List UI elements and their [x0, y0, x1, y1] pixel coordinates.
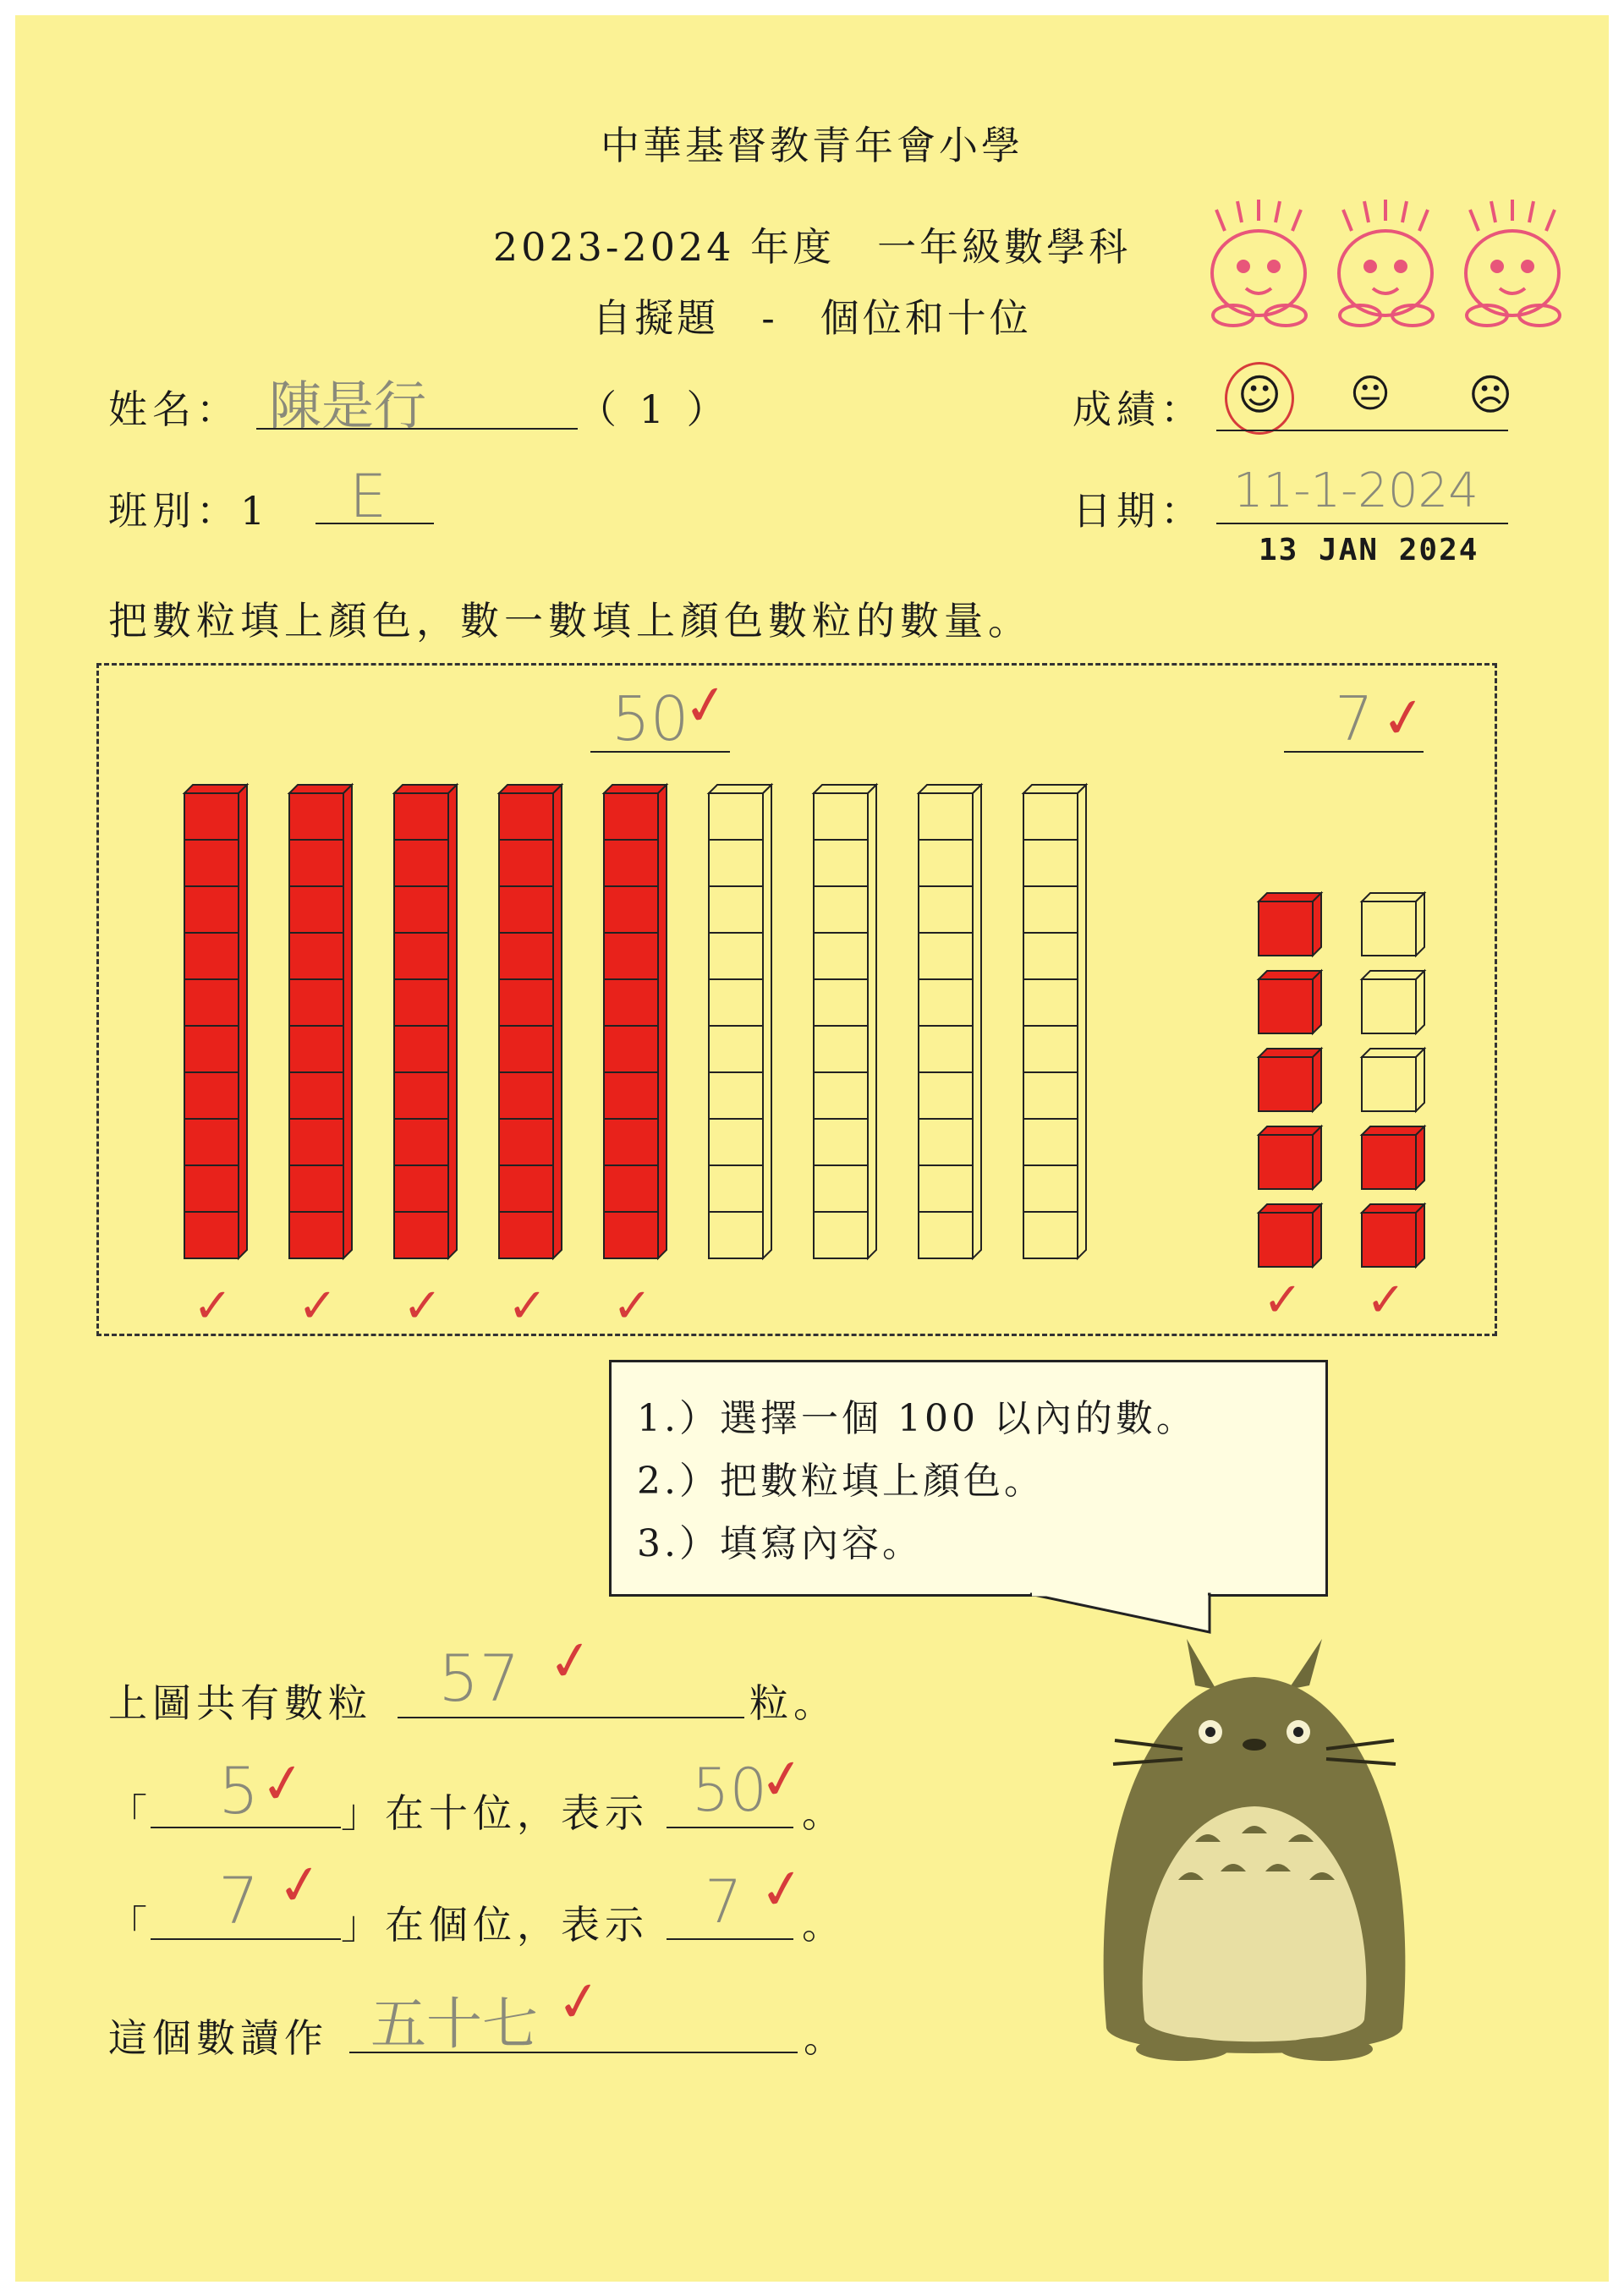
q3-check: ✓	[273, 1851, 327, 1921]
sad-face-icon: ☹	[1468, 370, 1513, 419]
ten-rod-check-3: ✓	[403, 1279, 442, 1334]
ones-check: ✓	[1377, 684, 1431, 753]
ones-answer: 7	[1335, 683, 1374, 754]
grade-label: 成績：	[1073, 386, 1204, 432]
q2-value-underline	[667, 1827, 793, 1828]
q3-value-underline	[667, 1938, 793, 1940]
bubble-line-3: 3.）填寫內容。	[637, 1522, 923, 1565]
q2-end: 。	[802, 1790, 846, 1836]
date-label: 日期：	[1073, 488, 1204, 534]
name-label: 姓名：	[108, 386, 240, 432]
q3-end: 。	[802, 1902, 846, 1948]
q2-value: 50	[692, 1756, 768, 1825]
q1-answer: 57	[438, 1641, 520, 1716]
ten-rod-check-5: ✓	[612, 1279, 652, 1334]
q4-check: ✓	[552, 1968, 606, 2037]
q4-end: 。	[804, 2015, 848, 2061]
ten-rod-check-2: ✓	[298, 1279, 337, 1334]
q1-suffix: 粒。	[749, 1680, 837, 1726]
class-value: E	[349, 462, 387, 531]
worksheet-title: 自擬題 - 個位和十位	[592, 295, 1032, 341]
ten-rod-check-1: ✓	[193, 1279, 233, 1334]
q2-open: 「	[108, 1790, 152, 1836]
q4-prefix: 這個數讀作	[108, 2015, 328, 2061]
q3-open: 「	[108, 1902, 152, 1948]
q4-underline	[349, 2052, 798, 2053]
q3-middle: 」在個位，表示	[341, 1902, 649, 1948]
school-name: 中華基督教青年會小學	[601, 123, 1023, 168]
neutral-face-icon: 😐	[1350, 370, 1391, 416]
ten-rod-check-4: ✓	[508, 1279, 547, 1334]
tens-answer: 50	[612, 683, 689, 754]
ones-column-check-1: ✓	[1263, 1273, 1303, 1328]
q2-check: ✓	[256, 1750, 310, 1819]
q2-underline	[151, 1827, 341, 1828]
q3-underline	[151, 1938, 341, 1940]
date-value: 11-1-2024	[1233, 463, 1479, 518]
q1-prefix: 上圖共有數粒	[108, 1680, 372, 1726]
worksheet-page	[15, 15, 1609, 2282]
q2-answer: 5	[218, 1753, 260, 1828]
instruction: 把數粒填上顏色，數一數填上顏色數粒的數量。	[108, 598, 1032, 644]
q3-value: 7	[705, 1867, 743, 1937]
bubble-line-2: 2.）把數粒填上顏色。	[637, 1460, 1045, 1503]
q1-underline	[398, 1717, 744, 1718]
q3-value-check: ✓	[755, 1855, 809, 1925]
q1-check: ✓	[544, 1627, 598, 1696]
class-number: （ 1 ）	[578, 386, 731, 432]
bubble-line-1: 1.）選擇一個 100 以內的數。	[637, 1397, 1197, 1440]
q2-middle: 」在十位，表示	[341, 1790, 649, 1836]
class-label: 班別：1	[108, 488, 271, 534]
ones-column-check-2: ✓	[1366, 1273, 1406, 1328]
q3-answer: 7	[218, 1863, 260, 1938]
q4-answer: 五十七	[370, 1992, 538, 2057]
smile-face-icon: ☺	[1237, 370, 1282, 419]
q2-value-check: ✓	[755, 1745, 809, 1815]
year-subject: 2023-2024 年度 一年級數學科	[492, 224, 1132, 270]
date-stamp: 13 JAN 2024	[1259, 533, 1479, 567]
tens-check: ✓	[679, 671, 733, 741]
name-value: 陳是行	[269, 375, 427, 436]
